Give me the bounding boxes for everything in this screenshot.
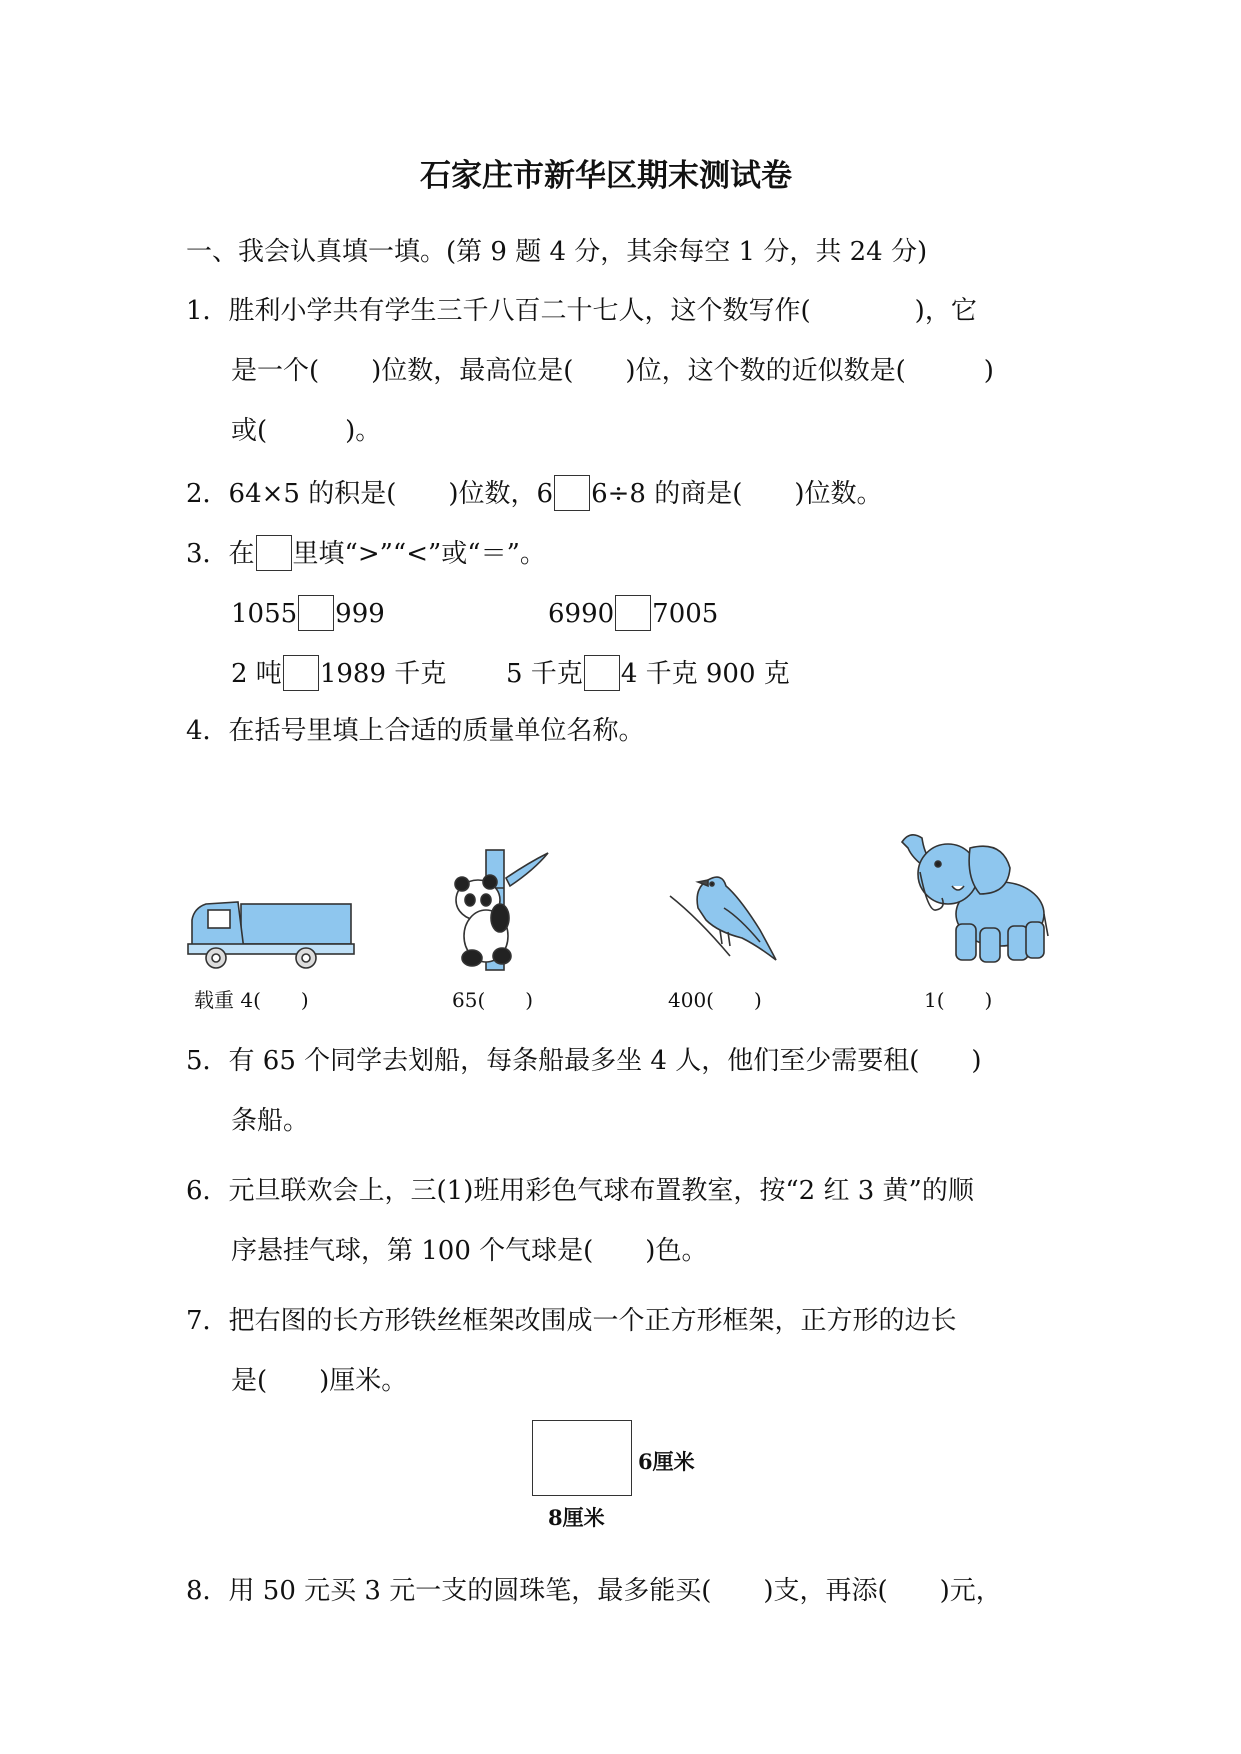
blank-box[interactable] [554, 475, 590, 511]
q3-intro [186, 535, 546, 571]
q3-pair-1 [231, 595, 385, 631]
q3-intro-a: 3．在 [186, 539, 255, 569]
q3-pair-4 [506, 655, 790, 691]
elephant-icon [900, 828, 1050, 968]
q6-line2: 序悬挂气球，第 100 个气球是( )色。 [231, 1236, 708, 1266]
q2-line [186, 475, 882, 511]
q3-p2-right: 7005 [652, 599, 719, 629]
q8-line1: 8．用 50 元买 3 元一支的圆珠笔，最多能买( )支，再添( )元， [186, 1576, 1002, 1606]
blank-box [256, 535, 292, 571]
compare-box[interactable] [298, 595, 334, 631]
compare-box[interactable] [584, 655, 620, 691]
q3-p3-left: 2 吨 [231, 659, 282, 689]
q3-intro-b: 里填“>”“<”或“＝”。 [292, 539, 546, 569]
width-label: 8厘米 [548, 1505, 605, 1530]
q3-p4-right: 4 千克 900 克 [620, 659, 790, 689]
rectangle-frame [532, 1420, 632, 1496]
q1-line1: 1．胜利小学共有学生三千八百二十七人，这个数写作( )，它 [186, 296, 977, 326]
compare-box[interactable] [615, 595, 651, 631]
q1-line2: 是一个( )位数，最高位是( )位，这个数的近似数是( ) [231, 356, 994, 386]
panda-icon [448, 848, 568, 973]
truck-caption: 载重 4( ) [194, 988, 309, 1012]
q3-pair-3 [231, 655, 446, 691]
panda-caption: 65( ) [452, 988, 534, 1012]
section-heading: 一、我会认真填一填。(第 9 题 4 分，其余每空 1 分，共 24 分) [186, 237, 928, 267]
page-title: 石家庄市新华区期末测试卷 [420, 158, 792, 194]
q7-line1: 7．把右图的长方形铁丝框架改围成一个正方形框架，正方形的边长 [186, 1306, 957, 1336]
q3-p3-right: 1989 千克 [319, 659, 447, 689]
height-label: 6厘米 [638, 1449, 695, 1474]
q3-p1-left: 1055 [231, 599, 298, 629]
q1-line3: 或( )。 [231, 416, 382, 446]
elephant-caption: 1( ) [924, 988, 993, 1012]
q2-text-b: 6÷8 的商是( )位数。 [591, 479, 883, 509]
q5-line1: 5．有 65 个同学去划船，每条船最多坐 4 人，他们至少需要租( ) [186, 1046, 982, 1076]
q6-line1: 6．元旦联欢会上，三(1)班用彩色气球布置教室，按“2 红 3 黄”的顺 [186, 1176, 974, 1206]
q7-line2: 是( )厘米。 [231, 1366, 408, 1396]
q4-text: 4．在括号里填上合适的质量单位名称。 [186, 716, 645, 746]
q3-p4-left: 5 千克 [506, 659, 583, 689]
q5-line2: 条船。 [231, 1106, 310, 1136]
bird-icon [668, 868, 780, 968]
compare-box[interactable] [283, 655, 319, 691]
q3-p2-left: 6990 [548, 599, 615, 629]
truck-icon [186, 890, 356, 975]
q3-pair-2 [548, 595, 718, 631]
q3-p1-right: 999 [335, 599, 385, 629]
q2-text-a: 2．64×5 的积是( )位数，6 [186, 479, 554, 509]
bird-caption: 400( ) [668, 988, 762, 1012]
